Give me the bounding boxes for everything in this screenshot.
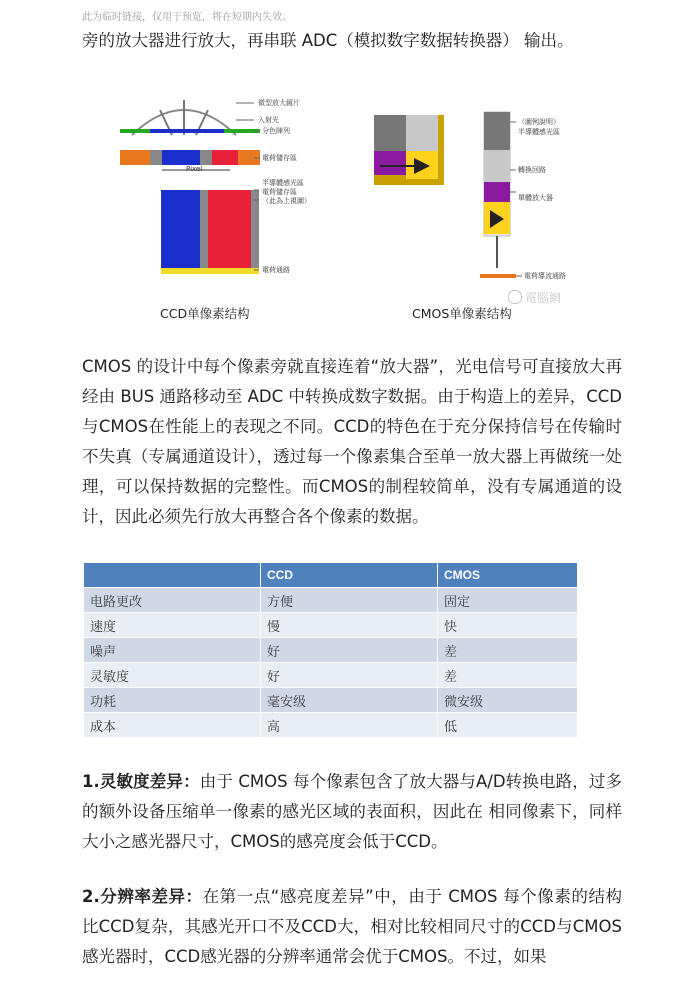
- callout-photosensitive: 半導體感光區: [262, 179, 304, 187]
- cmos-diagram: [374, 112, 522, 278]
- table-row: [84, 638, 578, 663]
- watermark-text: 電腦網: [525, 291, 562, 305]
- table-header: CCD: [261, 563, 438, 588]
- ccd-cmos-comparison-table: [84, 563, 578, 737]
- cmos-caption: CMOS单像素结构: [412, 306, 512, 321]
- table-cell: 慢: [261, 613, 438, 638]
- callout-conversion-circuit: 轉換回路: [518, 166, 546, 174]
- table-cell: 差: [438, 638, 578, 663]
- table-cell: 低: [438, 713, 578, 738]
- table-cell: 好: [261, 663, 438, 688]
- callout-pixel: Pixel: [186, 165, 203, 173]
- table-cell: 成本: [84, 713, 261, 738]
- resolution-text: 在第一点“感亮度差异”中，由于 CMOS 每个像素的结构比CCD复杂，其感光开口不及CCD大，相对比较相同尺寸的CCD与CMOS感光器时，CCD感光器的分辨率通常会优于CMOS。不过，如果: [82, 887, 622, 966]
- preview-notice: 此为临时链接，仅用于预览，将在短期内失效。: [82, 12, 292, 23]
- ccd-diagram: [120, 100, 260, 274]
- resolution-heading: 2.分辨率差异：: [82, 887, 203, 906]
- cmos-paragraph: CMOS 的设计中每个像素旁就直接连着“放大器”，光电信号可直接放大再经由 BUS 通路移动至 ADC 中转换成数字数据。由于构造上的差异，CCD与CMOS在性能上的表现之不同。CCD的特色在于充分保持信号在传输时不失真（专属通道设计），透过每一个像素集合至单一放大器上再做统一处理，可以保持数据的完整性。而CMOS的制程较简单，没有专属通道的设计，因此必须先行放大再整合各个像素的数据。: [82, 357, 622, 526]
- callout-color-filter: 分色陣列: [262, 127, 290, 135]
- resolution-difference-paragraph: [82, 882, 622, 972]
- table-cell: 方便: [261, 588, 438, 613]
- callout-cmos-photosensitive: 半導體感光區: [518, 128, 560, 136]
- table-cell: 速度: [84, 613, 261, 638]
- sensitivity-difference-paragraph: [82, 767, 622, 857]
- table-cell: 噪声: [84, 638, 261, 663]
- table-cell: 灵敏度: [84, 663, 261, 688]
- watermark: [508, 289, 561, 306]
- table-header-row: [84, 563, 578, 588]
- watermark-logo-icon: [508, 290, 522, 304]
- callout-charge-storage-2: 電荷儲存區: [262, 188, 297, 196]
- callout-amplifier: 單體放大器: [518, 194, 553, 202]
- table-cell: 快: [438, 613, 578, 638]
- table-row: [84, 663, 578, 688]
- callout-legend: （圖例說明）: [518, 118, 560, 126]
- callout-incident-light: 入射光: [258, 116, 279, 124]
- table-cell: 功耗: [84, 688, 261, 713]
- table-row: [84, 588, 578, 613]
- table-cell: 毫安级: [261, 688, 438, 713]
- table-header: [84, 563, 261, 588]
- table-cell: 差: [438, 663, 578, 688]
- table-cell: 固定: [438, 588, 578, 613]
- intro-paragraph: 旁的放大器进行放大，再串联 ADC（模拟数字数据转换器） 输出。: [82, 31, 574, 50]
- callout-top-view: （此為上視圖）: [262, 197, 311, 205]
- table-header: CMOS: [438, 563, 578, 588]
- sensitivity-heading: 1.灵敏度差异：: [82, 772, 200, 791]
- callout-charge-storage: 電荷儲存區: [262, 154, 297, 162]
- callout-charge-path: 電荷通路: [262, 266, 290, 274]
- callout-charge-channel: 電荷導流通路: [524, 272, 566, 280]
- table-row: [84, 688, 578, 713]
- table-row: [84, 713, 578, 738]
- table-row: [84, 613, 578, 638]
- callout-micro-lens: 微型放大鏡片: [258, 99, 300, 107]
- table-cell: 高: [261, 713, 438, 738]
- ccd-caption: CCD单像素结构: [160, 306, 250, 321]
- pixel-structure-figure: [112, 90, 602, 330]
- sensitivity-text: 由于 CMOS 每个像素包含了放大器与A/D转换电路，过多的额外设备压缩单一像素的感光区域的表面积，因此在 相同像素下，同样大小之感光器尺寸，CMOS的感亮度会低于CCD。: [82, 772, 623, 851]
- table-cell: 好: [261, 638, 438, 663]
- table-cell: 微安级: [438, 688, 578, 713]
- table-cell: 电路更改: [84, 588, 261, 613]
